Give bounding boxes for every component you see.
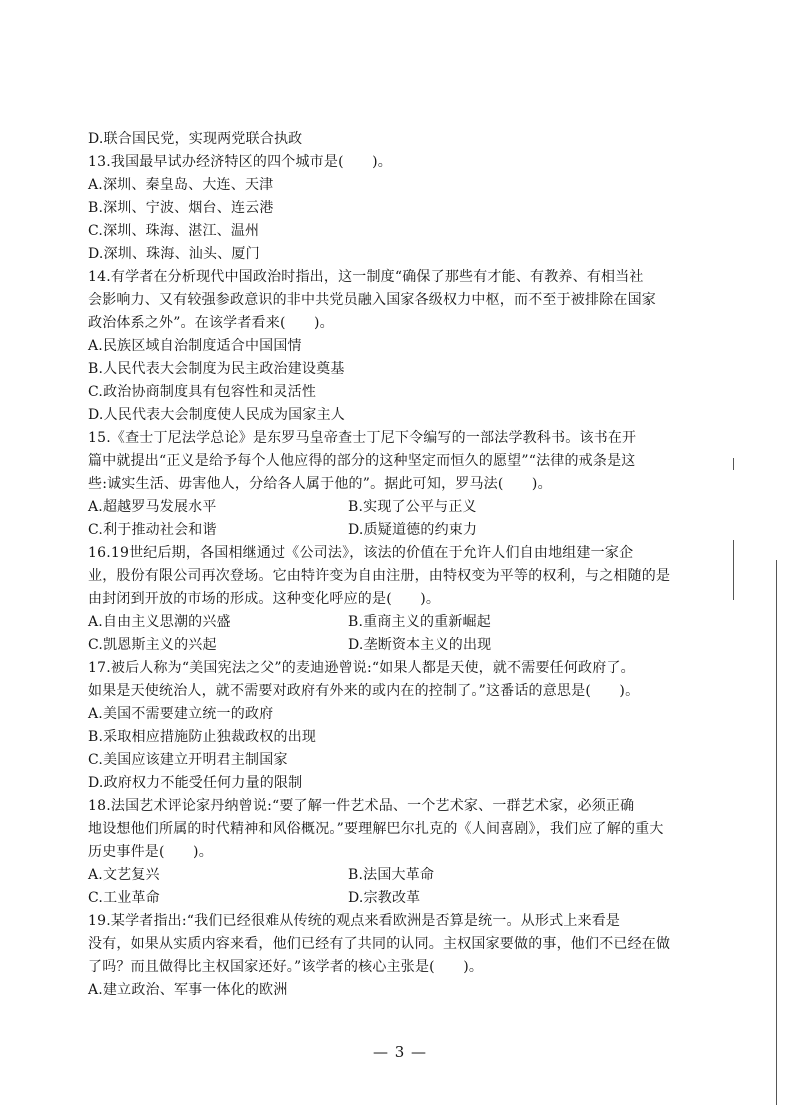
q15-stem-line-1: 15.《查士丁尼法学总论》是东罗马皇帝查士丁尼下令编写的一部法学教科书。该书在开	[88, 430, 637, 446]
q14-stem-line-2: 会影响力、又有较强参政意识的非中共党员融入国家各级权力中枢，而不至于被排除在国家	[88, 292, 656, 308]
q15-stem-line-3: 些:诚实生活、毋害他人，分给各人属于他的”。据此可知，罗马法( )。	[88, 476, 552, 492]
q19-stem-line-1: 19.某学者指出:“我们已经很难从传统的观点来看欧洲是否算是统一。从形式上来看是	[88, 913, 621, 929]
q14-option-a: A.民族区域自治制度适合中国国情	[88, 338, 302, 354]
q13-option-c: C.深圳、珠海、湛江、温州	[88, 223, 260, 239]
q14-option-c: C.政治协商制度具有包容性和灵活性	[88, 384, 317, 400]
q16-stem-line-3: 由封闭到开放的市场的形成。这种变化呼应的是( )。	[88, 591, 441, 607]
scan-mark	[733, 458, 734, 470]
q15-option-a: A.超越罗马发展水平	[88, 499, 217, 515]
q13-option-b: B.深圳、宁波、烟台、连云港	[88, 200, 274, 216]
q18-options-row-2	[88, 887, 698, 910]
q15-option-d: D.质疑道德的约束力	[348, 522, 478, 538]
q13-stem: 13.我国最早试办经济特区的四个城市是( )。	[88, 154, 392, 170]
q18-options-row-1	[88, 864, 698, 887]
q14-stem-line-1: 14.有学者在分析现代中国政治时指出，这一制度“确保了那些有才能、有教养、有相当社	[88, 269, 644, 285]
q17-stem-line-1: 17.被后人称为“美国宪法之父”的麦迪逊曾说:“如果人都是天使，就不需要任何政府了。	[88, 660, 635, 676]
q17-option-c: C.美国应该建立开明君主制国家	[88, 752, 288, 768]
q15-options-row-2	[88, 519, 698, 542]
q16-option-d: D.垄断资本主义的出现	[348, 637, 492, 653]
q14-option-d: D.人民代表大会制度使人民成为国家主人	[88, 407, 345, 423]
q16-option-b: B.重商主义的重新崛起	[348, 614, 491, 630]
page-number: — 3 —	[372, 1043, 428, 1061]
q16-stem-line-2: 业，股份有限公司再次登场。它由特许变为自由注册，由特权变为平等的权利，与之相随的是	[88, 568, 671, 584]
q17-option-d: D.政府权力不能受任何力量的限制	[88, 775, 303, 791]
q18-option-a: A.文艺复兴	[88, 867, 160, 883]
q19-stem-line-3: 了吗？而且做得比主权国家还好。”该学者的核心主张是( )。	[88, 959, 484, 975]
q18-option-c: C.工业革命	[88, 890, 160, 906]
q13-option-d: D.深圳、珠海、汕头、厦门	[88, 246, 260, 262]
q14-option-b: B.人民代表大会制度为民主政治建设奠基	[88, 361, 345, 377]
q18-stem-line-1: 18.法国艺术评论家丹纳曾说:“要了解一件艺术品、一个艺术家、一群艺术家，必须正确	[88, 798, 635, 814]
q16-options-row-1	[88, 611, 698, 634]
q12-option-d: D.联合国民党，实现两党联合执政	[88, 131, 303, 147]
q19-option-a: A.建立政治、军事一体化的欧洲	[88, 982, 288, 998]
q16-options-row-2	[88, 634, 698, 657]
q15-option-c: C.利于推动社会和谐	[88, 522, 217, 538]
q18-stem-line-3: 历史事件是( )。	[88, 844, 213, 860]
q17-option-b: B.采取相应措施防止独裁政权的出现	[88, 729, 317, 745]
q18-option-d: D.宗教改革	[348, 890, 421, 906]
scan-mark	[733, 540, 734, 600]
q15-stem-line-2: 篇中就提出“正义是给予每个人他应得的部分的这种坚定而恒久的愿望”“法律的戒条是这	[88, 453, 636, 469]
q19-stem-line-2: 没有，如果从实质内容来看，他们已经有了共同的认同。主权国家要做的事，他们不已经在做	[88, 936, 671, 952]
q17-option-a: A.美国不需要建立统一的政府	[88, 706, 274, 722]
q15-options-row-1	[88, 496, 698, 519]
scan-edge-line	[776, 560, 777, 1105]
exam-content	[88, 128, 698, 1002]
q16-stem-line-1: 16.19世纪后期，各国相继通过《公司法》，该法的价值在于允许人们自由地组建一家企	[88, 545, 634, 561]
q16-option-c: C.凯恩斯主义的兴起	[88, 637, 217, 653]
q18-option-b: B.法国大革命	[348, 867, 435, 883]
q14-stem-line-3: 政治体系之外”。在该学者看来( )。	[88, 315, 334, 331]
q15-option-b: B.实现了公平与正义	[348, 499, 477, 515]
q18-stem-line-2: 地设想他们所属的时代精神和风俗概况。”要理解巴尔扎克的《人间喜剧》，我们应了解的重大	[88, 821, 664, 837]
q16-option-a: A.自由主义思潮的兴盛	[88, 614, 231, 630]
q17-stem-line-2: 如果是天使统治人，就不需要对政府有外来的或内在的控制了。”这番话的意思是( )。	[88, 683, 640, 699]
q13-option-a: A.深圳、秦皇岛、大连、天津	[88, 177, 274, 193]
